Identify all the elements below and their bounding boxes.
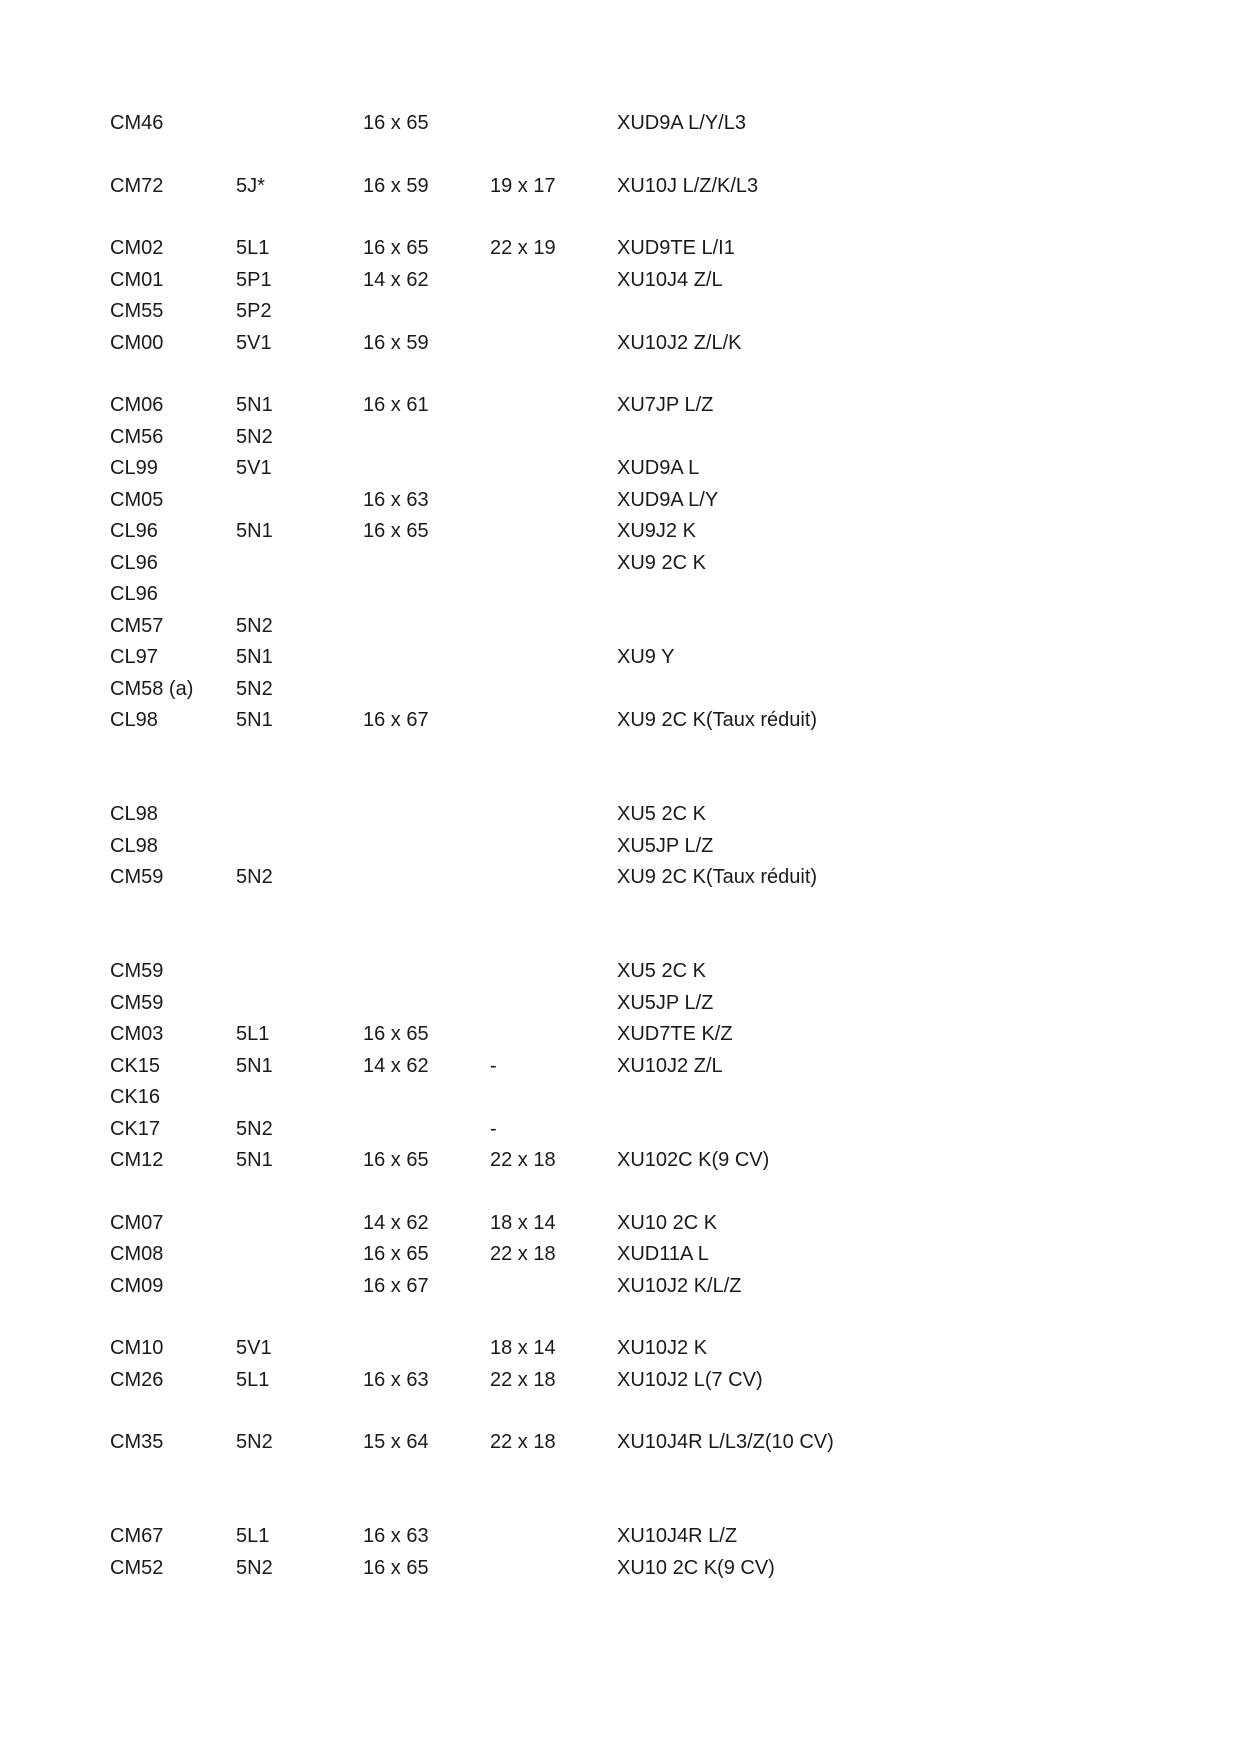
type-cell: 5N1 bbox=[236, 709, 273, 731]
type-cell: 5P2 bbox=[236, 300, 272, 322]
code-cell: CL98 bbox=[110, 803, 158, 825]
type-cell: 5P1 bbox=[236, 268, 272, 291]
dim-cell bbox=[490, 709, 617, 803]
ref-cell: XU10J4R L/L3/Z(10 CV) bbox=[617, 1431, 834, 1453]
table-row bbox=[110, 1023, 834, 1055]
dim-cell: 22 x 18 bbox=[490, 1243, 556, 1265]
table-row bbox=[110, 835, 834, 867]
table-row bbox=[110, 112, 834, 175]
table-row bbox=[110, 1243, 834, 1275]
size-cell: 16 x 65 bbox=[363, 520, 429, 542]
dim-cell: 22 x 18 bbox=[490, 1368, 556, 1391]
code-cell: CM67 bbox=[110, 1525, 164, 1547]
dim-cell: 18 x 14 bbox=[490, 1211, 556, 1234]
type-cell: 5N2 bbox=[236, 1431, 273, 1453]
dim-cell: 19 x 17 bbox=[490, 174, 556, 197]
size-cell bbox=[363, 552, 490, 584]
code-cell: CM03 bbox=[110, 1023, 164, 1045]
code-cell: CM02 bbox=[110, 237, 164, 259]
table-row bbox=[110, 1055, 834, 1087]
code-cell: CK16 bbox=[110, 1086, 161, 1108]
size-cell: 14 x 62 bbox=[363, 1054, 429, 1077]
code-cell: CM26 bbox=[110, 1368, 164, 1391]
ref-cell bbox=[617, 678, 834, 710]
table-row bbox=[110, 457, 834, 489]
ref-cell: XU9 2C K(Taux réduit) bbox=[617, 866, 818, 888]
size-cell bbox=[363, 1337, 490, 1369]
ref-cell: XU5JP L/Z bbox=[617, 991, 714, 1014]
size-cell bbox=[363, 835, 490, 867]
dim-cell bbox=[490, 269, 617, 301]
ref-cell: XU10J2 K bbox=[617, 1337, 708, 1359]
code-cell: CM08 bbox=[110, 1243, 164, 1265]
size-cell: 16 x 65 bbox=[363, 112, 429, 134]
type-cell: 5N2 bbox=[236, 866, 273, 888]
ref-cell: XU10J L/Z/K/L3 bbox=[617, 174, 759, 197]
code-cell: CM05 bbox=[110, 488, 164, 511]
ref-cell: XUD9A L/Y bbox=[617, 488, 719, 511]
dim-cell bbox=[490, 520, 617, 552]
type-cell: 5N1 bbox=[236, 646, 273, 668]
ref-cell: XU5JP L/Z bbox=[617, 834, 714, 857]
table-row bbox=[110, 1431, 834, 1525]
ref-cell: XUD7TE K/Z bbox=[617, 1023, 733, 1045]
table-row bbox=[110, 960, 834, 992]
table-row bbox=[110, 394, 834, 426]
ref-cell: XU9 Y bbox=[617, 646, 675, 668]
type-cell bbox=[236, 992, 363, 1024]
table-row bbox=[110, 175, 834, 238]
code-cell: CM09 bbox=[110, 1274, 164, 1297]
size-cell: 16 x 59 bbox=[363, 174, 429, 197]
ref-cell: XU10J4 Z/L bbox=[617, 268, 723, 291]
size-cell bbox=[363, 300, 490, 332]
type-cell bbox=[236, 489, 363, 521]
ref-cell: XU5 2C K bbox=[617, 803, 706, 825]
type-cell: 5N2 bbox=[236, 614, 273, 637]
table-row bbox=[110, 552, 834, 584]
table-row bbox=[110, 1369, 834, 1432]
size-cell: 16 x 67 bbox=[363, 1274, 429, 1297]
dim-cell bbox=[490, 835, 617, 867]
type-cell: 5N2 bbox=[236, 1556, 273, 1579]
dim-cell bbox=[490, 803, 617, 835]
dim-cell bbox=[490, 332, 617, 395]
dim-cell bbox=[490, 1023, 617, 1055]
type-cell bbox=[236, 835, 363, 867]
type-cell: 5N1 bbox=[236, 520, 273, 542]
dim-cell: - bbox=[490, 1054, 497, 1077]
size-cell bbox=[363, 678, 490, 710]
size-cell: 14 x 62 bbox=[363, 1211, 429, 1234]
table-row bbox=[110, 803, 834, 835]
table-row bbox=[110, 269, 834, 301]
table-row bbox=[110, 1149, 834, 1212]
type-cell: 5N1 bbox=[236, 1149, 273, 1171]
ref-cell bbox=[617, 615, 834, 647]
table-row bbox=[110, 237, 834, 269]
ref-cell: XU10J2 Z/L bbox=[617, 1054, 723, 1077]
dim-cell: 22 x 18 bbox=[490, 1149, 556, 1171]
size-cell: 16 x 65 bbox=[363, 1023, 429, 1045]
dim-cell bbox=[490, 457, 617, 489]
dim-cell bbox=[490, 678, 617, 710]
table-row bbox=[110, 992, 834, 1024]
type-cell: 5L1 bbox=[236, 237, 270, 259]
size-cell bbox=[363, 803, 490, 835]
table-row bbox=[110, 1212, 834, 1244]
size-cell: 16 x 65 bbox=[363, 1556, 429, 1579]
table-row bbox=[110, 709, 834, 803]
size-cell: 14 x 62 bbox=[363, 268, 429, 291]
parts-table bbox=[110, 112, 834, 1619]
table-row bbox=[110, 1275, 834, 1338]
type-cell: 5L1 bbox=[236, 1368, 270, 1391]
parts-table-body bbox=[110, 112, 834, 1619]
code-cell: CM00 bbox=[110, 331, 164, 354]
dim-cell bbox=[490, 300, 617, 332]
code-cell: CM06 bbox=[110, 394, 164, 416]
size-cell bbox=[363, 457, 490, 489]
ref-cell bbox=[617, 426, 834, 458]
size-cell: 16 x 61 bbox=[363, 394, 429, 416]
type-cell: 5V1 bbox=[236, 331, 272, 354]
ref-cell bbox=[617, 1086, 834, 1118]
table-row bbox=[110, 678, 834, 710]
type-cell bbox=[236, 803, 363, 835]
dim-cell: 22 x 19 bbox=[490, 237, 556, 259]
code-cell: CM59 bbox=[110, 866, 164, 888]
table-row bbox=[110, 520, 834, 552]
dim-cell bbox=[490, 1275, 617, 1338]
code-cell: CL97 bbox=[110, 646, 158, 668]
code-cell: CM55 bbox=[110, 300, 164, 322]
table-row bbox=[110, 1337, 834, 1369]
type-cell bbox=[236, 112, 363, 175]
size-cell bbox=[363, 866, 490, 960]
table-row bbox=[110, 1086, 834, 1118]
code-cell: CM07 bbox=[110, 1211, 164, 1234]
size-cell bbox=[363, 646, 490, 678]
dim-cell: - bbox=[490, 1117, 497, 1140]
type-cell: 5N2 bbox=[236, 425, 273, 448]
dim-cell bbox=[490, 960, 617, 992]
dim-cell bbox=[490, 646, 617, 678]
type-cell: 5N2 bbox=[236, 677, 273, 700]
size-cell: 15 x 64 bbox=[363, 1431, 429, 1453]
ref-cell: XU7JP L/Z bbox=[617, 394, 714, 416]
code-cell: CM12 bbox=[110, 1149, 164, 1171]
table-row bbox=[110, 489, 834, 521]
dim-cell bbox=[490, 1086, 617, 1118]
type-cell: 5J* bbox=[236, 174, 265, 197]
size-cell bbox=[363, 615, 490, 647]
size-cell bbox=[363, 583, 490, 615]
size-cell bbox=[363, 992, 490, 1024]
ref-cell: XU9 2C K bbox=[617, 551, 706, 574]
type-cell: 5V1 bbox=[236, 1337, 272, 1359]
size-cell: 16 x 67 bbox=[363, 709, 429, 731]
type-cell: 5L1 bbox=[236, 1023, 270, 1045]
dim-cell bbox=[490, 489, 617, 521]
size-cell: 16 x 63 bbox=[363, 1368, 429, 1391]
code-cell: CM58 (a) bbox=[110, 677, 194, 700]
type-cell: 5N2 bbox=[236, 1117, 273, 1140]
table-row bbox=[110, 332, 834, 395]
type-cell bbox=[236, 1086, 363, 1118]
ref-cell: XU10J2 L(7 CV) bbox=[617, 1368, 763, 1391]
code-cell: CM01 bbox=[110, 268, 164, 291]
size-cell: 16 x 65 bbox=[363, 1243, 429, 1265]
size-cell: 16 x 59 bbox=[363, 331, 429, 354]
ref-cell: XU10J2 K/L/Z bbox=[617, 1274, 742, 1297]
ref-cell bbox=[617, 1118, 834, 1150]
table-row bbox=[110, 615, 834, 647]
table-row bbox=[110, 1557, 834, 1620]
table-row bbox=[110, 866, 834, 960]
ref-cell: XU10 2C K bbox=[617, 1211, 718, 1234]
type-cell bbox=[236, 1243, 363, 1275]
type-cell bbox=[236, 1212, 363, 1244]
size-cell: 16 x 65 bbox=[363, 237, 429, 259]
ref-cell bbox=[617, 300, 834, 332]
ref-cell: XU10 2C K(9 CV) bbox=[617, 1556, 775, 1579]
type-cell: 5V1 bbox=[236, 457, 272, 479]
code-cell: CL96 bbox=[110, 551, 158, 574]
ref-cell: XUD11A L bbox=[617, 1243, 709, 1265]
code-cell: CM46 bbox=[110, 112, 164, 134]
ref-cell bbox=[617, 583, 834, 615]
size-cell: 16 x 63 bbox=[363, 488, 429, 511]
dim-cell bbox=[490, 112, 617, 175]
code-cell: CM72 bbox=[110, 174, 164, 197]
type-cell bbox=[236, 552, 363, 584]
size-cell bbox=[363, 426, 490, 458]
dim-cell bbox=[490, 426, 617, 458]
table-row bbox=[110, 1118, 834, 1150]
table-row bbox=[110, 300, 834, 332]
size-cell bbox=[363, 960, 490, 992]
code-cell: CL98 bbox=[110, 834, 158, 857]
type-cell bbox=[236, 583, 363, 615]
size-cell bbox=[363, 1118, 490, 1150]
code-cell: CK15 bbox=[110, 1054, 161, 1077]
ref-cell: XU5 2C K bbox=[617, 960, 706, 982]
ref-cell: XU10J4R L/Z bbox=[617, 1525, 738, 1547]
type-cell: 5N1 bbox=[236, 394, 273, 416]
dim-cell bbox=[490, 615, 617, 647]
ref-cell: XU10J2 Z/L/K bbox=[617, 331, 742, 354]
code-cell: CL99 bbox=[110, 457, 158, 479]
ref-cell: XUD9TE L/I1 bbox=[617, 237, 735, 259]
code-cell: CK17 bbox=[110, 1117, 161, 1140]
type-cell bbox=[236, 1275, 363, 1338]
code-cell: CM59 bbox=[110, 991, 164, 1014]
dim-cell bbox=[490, 1525, 617, 1557]
code-cell: CM57 bbox=[110, 614, 164, 637]
type-cell: 5L1 bbox=[236, 1525, 270, 1547]
code-cell: CM56 bbox=[110, 425, 164, 448]
table-row bbox=[110, 646, 834, 678]
dim-cell: 22 x 18 bbox=[490, 1431, 556, 1453]
table-row bbox=[110, 583, 834, 615]
dim-cell bbox=[490, 992, 617, 1024]
code-cell: CM35 bbox=[110, 1431, 164, 1453]
table-row bbox=[110, 426, 834, 458]
code-cell: CM52 bbox=[110, 1556, 164, 1579]
code-cell: CL96 bbox=[110, 583, 158, 605]
dim-cell bbox=[490, 1557, 617, 1620]
dim-cell: 18 x 14 bbox=[490, 1337, 556, 1359]
size-cell: 16 x 63 bbox=[363, 1525, 429, 1547]
dim-cell bbox=[490, 552, 617, 584]
ref-cell: XUD9A L/Y/L3 bbox=[617, 112, 746, 134]
type-cell: 5N1 bbox=[236, 1054, 273, 1077]
code-cell: CL96 bbox=[110, 520, 158, 542]
size-cell: 16 x 65 bbox=[363, 1149, 429, 1171]
type-cell bbox=[236, 960, 363, 992]
ref-cell: XU9J2 K bbox=[617, 520, 696, 542]
ref-cell: XUD9A L bbox=[617, 457, 700, 479]
dim-cell bbox=[490, 866, 617, 960]
table-row bbox=[110, 1525, 834, 1557]
ref-cell: XU102C K(9 CV) bbox=[617, 1149, 770, 1171]
dim-cell bbox=[490, 583, 617, 615]
dim-cell bbox=[490, 394, 617, 426]
size-cell bbox=[363, 1086, 490, 1118]
code-cell: CL98 bbox=[110, 709, 158, 731]
code-cell: CM59 bbox=[110, 960, 164, 982]
ref-cell: XU9 2C K(Taux réduit) bbox=[617, 709, 818, 731]
code-cell: CM10 bbox=[110, 1337, 164, 1359]
